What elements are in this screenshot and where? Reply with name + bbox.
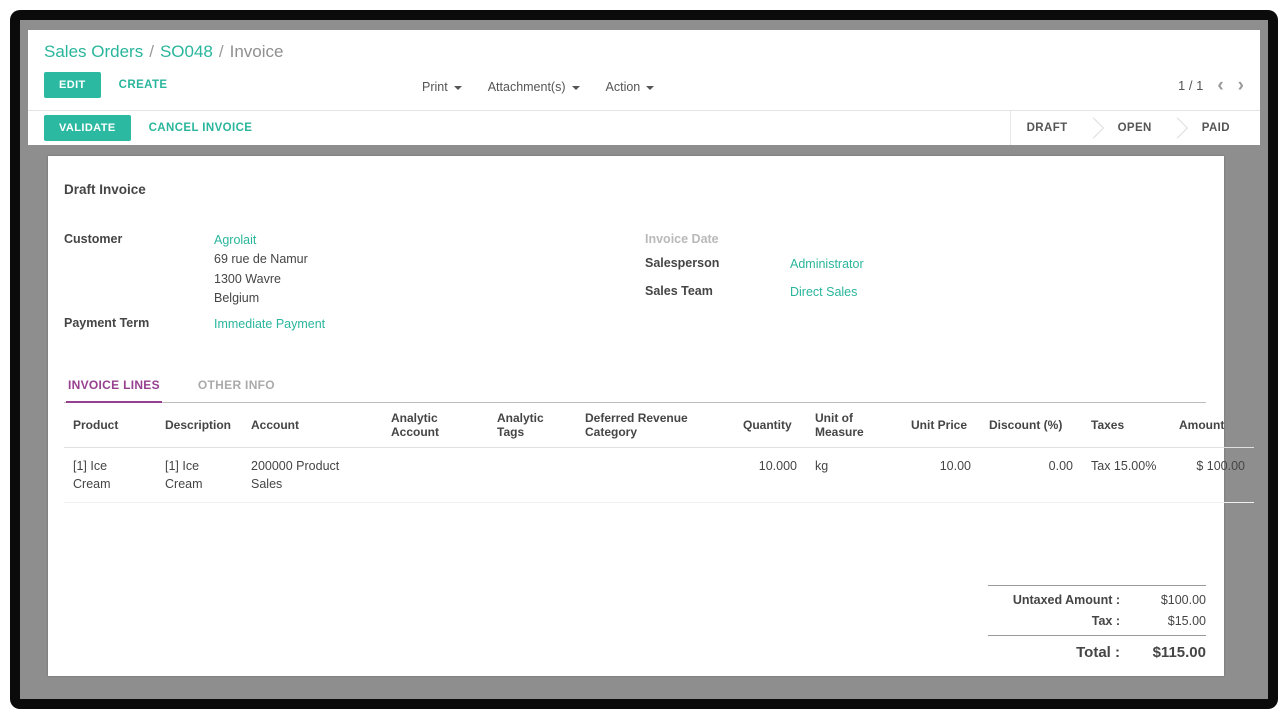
total-label: Total : [1076,644,1120,661]
left-field-column [64,231,635,340]
print-menu-label: Print [422,80,448,94]
col-header-analytic-tags: Analytic Tags [488,403,576,448]
invoice-date-field [645,231,1206,246]
action-menus [422,80,654,94]
attachments-menu-label: Attachment(s) [487,80,566,94]
invoice-title: Draft Invoice [64,182,146,197]
customer-link[interactable]: Agrolait [214,233,257,247]
col-header-product: Product [64,403,156,448]
chevron-down-icon [454,86,462,90]
status-step-draft[interactable]: DRAFT [1026,122,1068,134]
salesperson-label: Salesperson [645,256,720,270]
col-header-description: Description [156,403,242,448]
tab-other-info[interactable]: OTHER INFO [197,377,275,392]
total-row [988,635,1206,661]
total-value: $115.00 [1152,644,1206,661]
col-header-unit-price: Unit Price [902,403,980,448]
action-menu-label: Action [605,80,641,94]
col-header-taxes: Taxes [1082,403,1170,448]
salesperson-link[interactable]: Administrator [790,257,864,271]
customer-field [64,231,635,309]
breadcrumb-separator: / [218,42,224,61]
tax-label: Tax : [1091,614,1120,628]
untaxed-amount-row [988,593,1206,607]
invoice-sheet [48,156,1245,676]
payment-term-field [64,315,635,334]
cell-amount: $ 100.00 [1170,447,1254,502]
create-button[interactable]: CREATE [118,79,168,91]
status-step-paid[interactable]: PAID [1201,122,1230,134]
address-line: 69 rue de Namur [214,252,308,267]
pager-next-icon[interactable]: › [1237,74,1244,96]
sheet-wrap [28,145,1260,676]
breadcrumb-sales-orders[interactable]: Sales Orders [44,42,144,61]
pager-count: 1 / 1 [1178,77,1204,93]
table-header-row [64,403,1254,448]
col-header-quantity: Quantity [734,403,806,448]
col-header-discount: Discount (%) [980,403,1082,448]
step-arrow-icon [1168,111,1186,145]
breadcrumb-separator: / [149,42,154,61]
untaxed-amount-label: Untaxed Amount : [1012,593,1120,607]
invoice-lines-table [64,403,1254,503]
step-arrow-icon [1084,111,1102,145]
notebook-tabs [64,372,1206,403]
col-header-unit-of-measure: Unit of Measure [806,403,902,448]
breadcrumb-current: Invoice [229,42,284,61]
cell-quantity: 10.000 [734,447,806,502]
tab-invoice-lines[interactable]: INVOICE LINES [66,372,162,403]
actions-row [28,64,1260,110]
statusbar-buttons [28,111,268,145]
validate-button[interactable]: VALIDATE [44,115,131,141]
cell-analytic-account [382,447,488,502]
chevron-down-icon [646,86,654,90]
breadcrumb-so-number[interactable]: SO048 [159,42,213,61]
status-step-open[interactable]: OPEN [1117,122,1152,134]
customer-label: Customer [64,232,123,246]
app-background [20,20,1268,699]
attachments-menu[interactable] [488,80,580,94]
control-panel [28,30,1260,145]
spacer [64,503,1206,585]
col-header-account: Account [242,403,382,448]
status-steps [1010,111,1260,145]
cell-taxes: Tax 15.00% [1082,447,1170,502]
tax-value: $15.00 [1167,614,1206,628]
col-header-amount: Amount [1170,403,1254,448]
chevron-down-icon [572,86,580,90]
untaxed-amount-value: $100.00 [1160,593,1206,607]
cell-unit-price: 10.00 [902,447,980,502]
salesperson-field [645,255,1206,274]
sales-team-link[interactable]: Direct Sales [790,285,858,300]
tax-row [988,614,1206,628]
sales-team-field [645,283,1206,302]
pager-prev-icon[interactable]: ‹ [1217,74,1224,96]
col-header-analytic-account: Analytic Account [382,403,488,448]
payment-term-label: Payment Term [64,315,150,330]
cancel-invoice-button[interactable]: CANCEL INVOICE [148,122,253,134]
cell-discount: 0.00 [980,447,1082,502]
cell-analytic-tags [488,447,576,502]
sales-team-label: Sales Team [645,284,713,299]
print-menu[interactable] [422,80,462,94]
invoice-line-row[interactable] [64,447,1254,502]
address-line: 1300 Wavre [214,271,281,286]
col-header-deferred-revenue: Deferred Revenue Category [576,403,734,448]
window-frame [10,10,1278,709]
edit-button[interactable]: EDIT [44,72,101,98]
action-menu[interactable] [606,80,655,94]
totals-box [988,585,1206,668]
cell-deferred-revenue [576,447,734,502]
cell-account: 200000 Product Sales [242,447,382,502]
address-line: Belgium [214,291,260,306]
right-field-column [635,231,1206,340]
cell-product: [1] Ice Cream [64,447,156,502]
pager [1178,76,1244,95]
cell-description: [1] Ice Cream [156,447,242,502]
cell-unit-of-measure: kg [806,447,902,502]
breadcrumb [28,30,1260,64]
payment-term-link[interactable]: Immediate Payment [214,316,326,331]
statusbar [28,110,1260,145]
customer-value [214,231,308,309]
invoice-date-label: Invoice Date [645,232,719,246]
field-groups [64,231,1206,340]
